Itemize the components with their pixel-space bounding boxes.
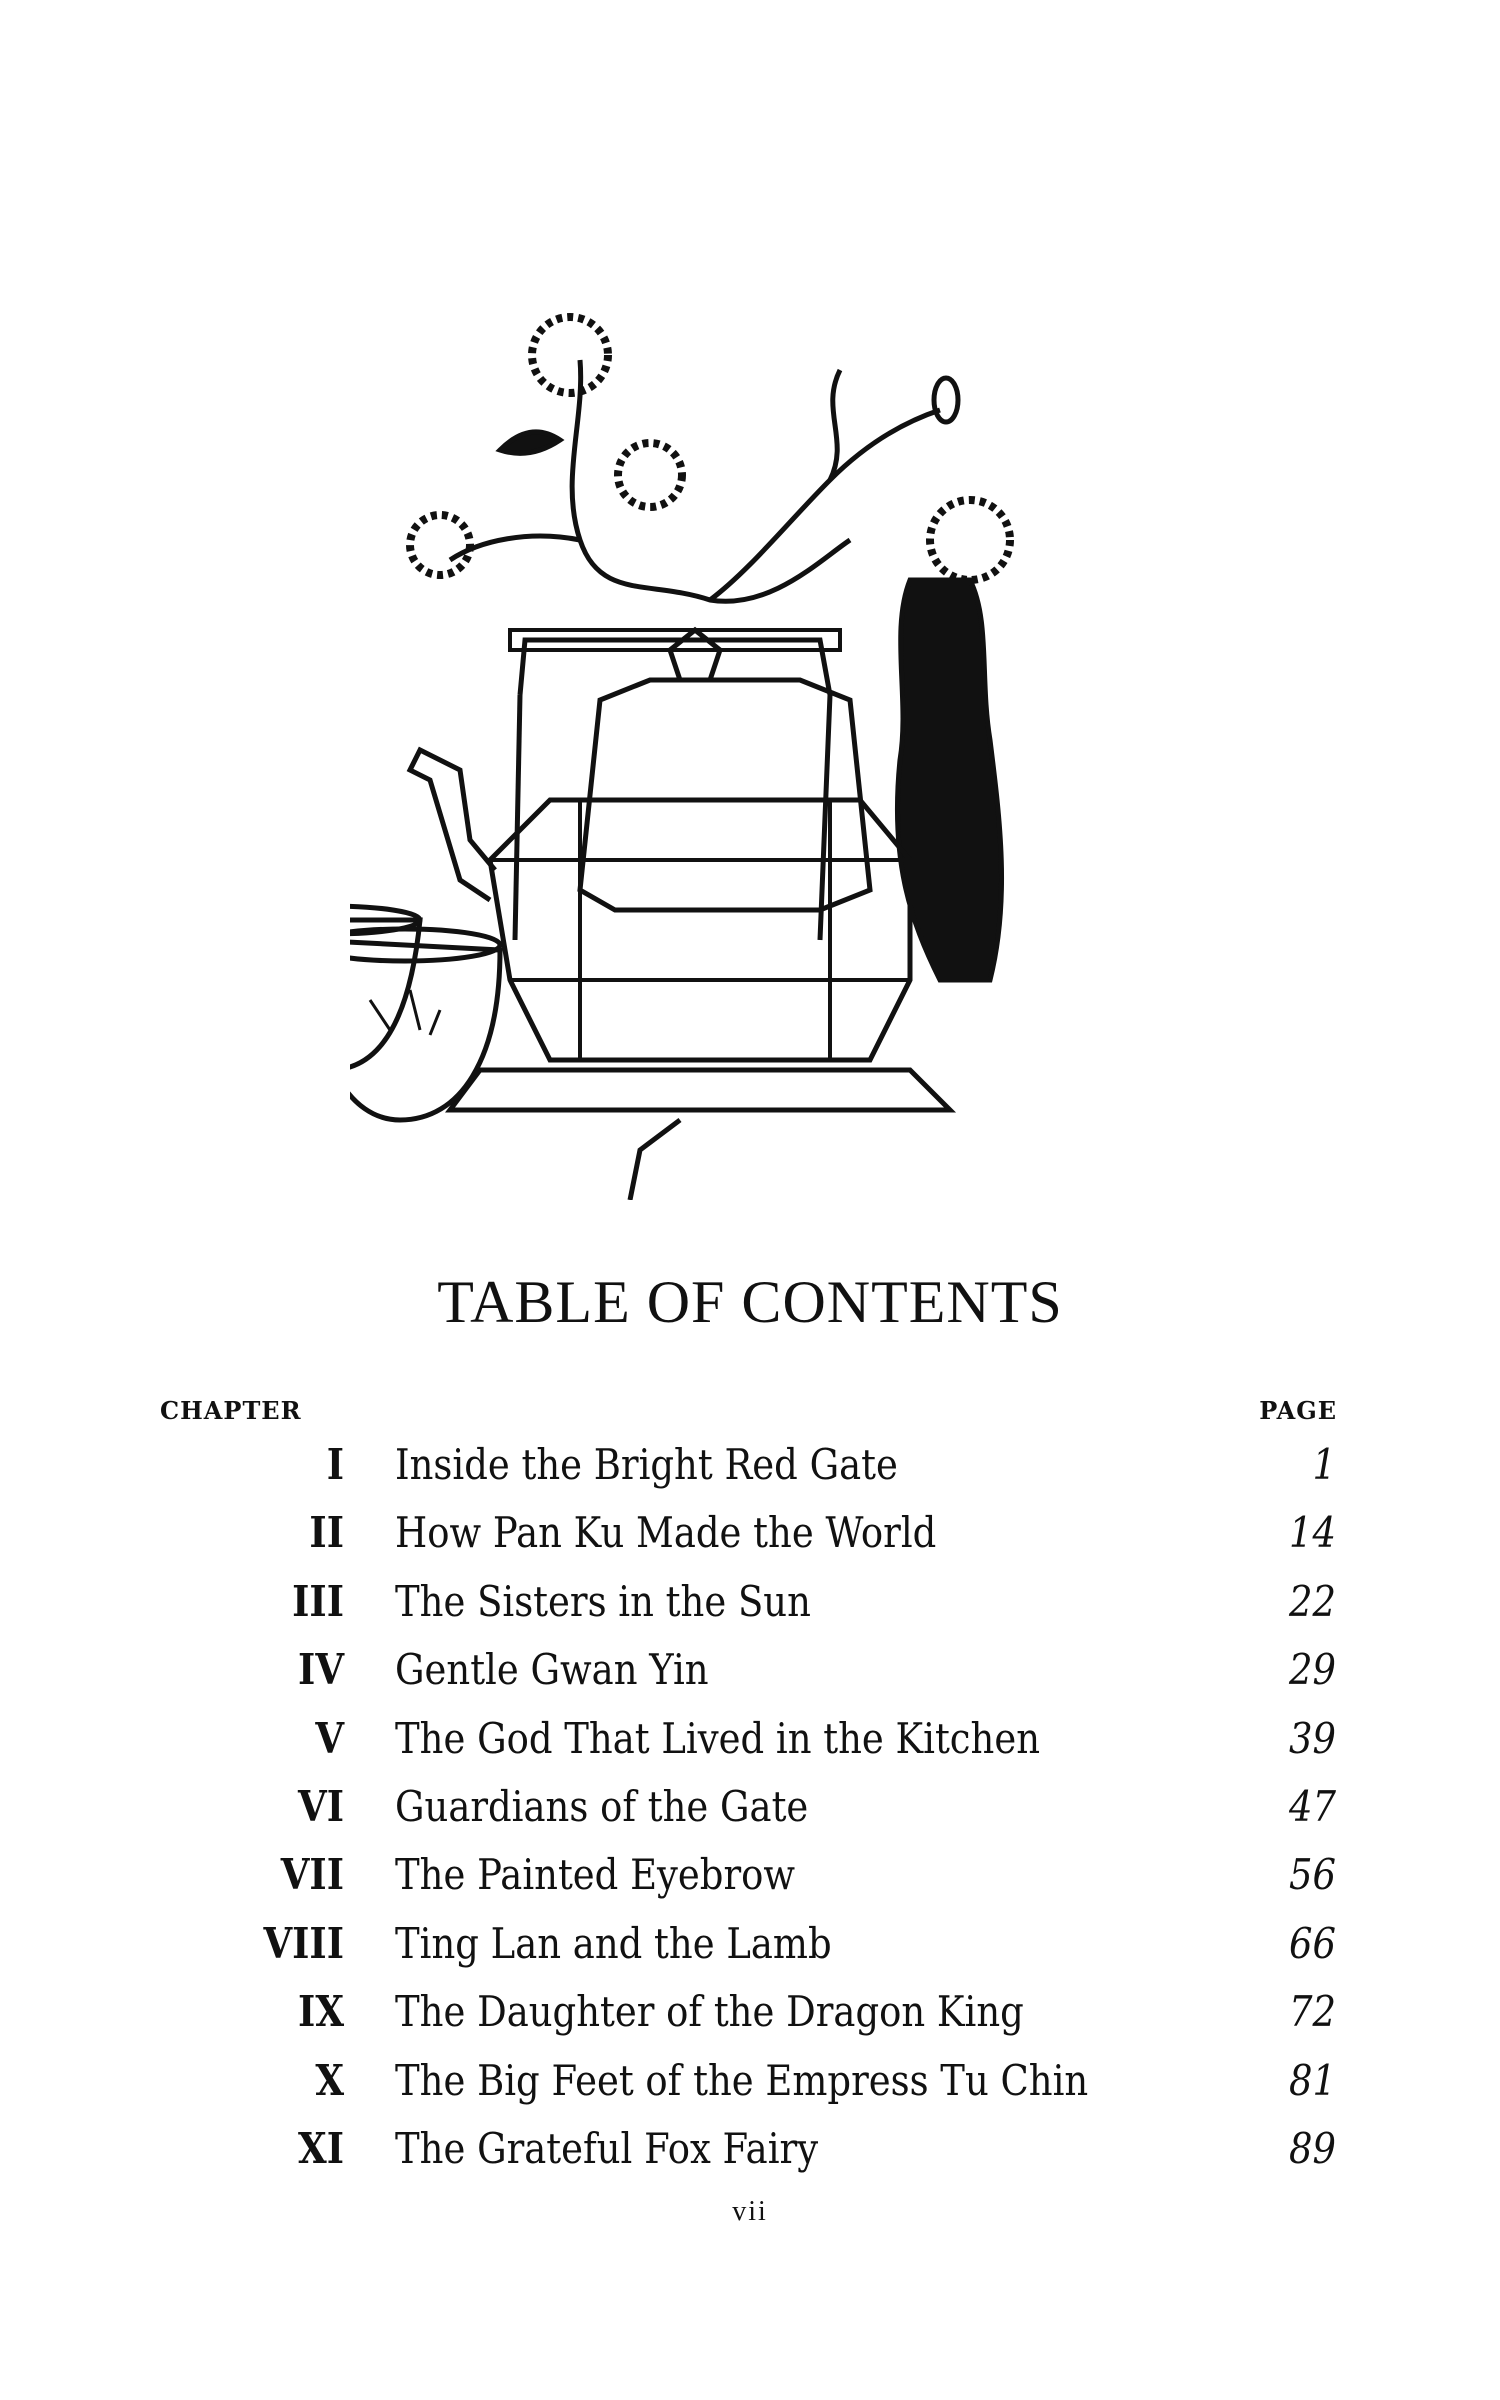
chapter-page: 22 — [1288, 1576, 1336, 1626]
page-number: vii — [732, 2196, 768, 2227]
toc-entry — [0, 1919, 1500, 1979]
chapter-page: 29 — [1288, 1645, 1336, 1695]
chapter-title: The Big Feet of the Empress Tu Chin — [394, 2055, 1089, 2105]
chapter-page: 39 — [1288, 1713, 1336, 1763]
teapot — [410, 630, 950, 1200]
chapter-page: 89 — [1288, 2124, 1336, 2173]
toc-entry — [0, 2124, 1500, 2184]
chapter-page: 72 — [1288, 1987, 1336, 2037]
toc-entry — [0, 1577, 1500, 1637]
toc-entry — [0, 1987, 1500, 2047]
chapter-page: 81 — [1288, 2055, 1336, 2105]
teapot-illustration — [350, 300, 1150, 1200]
toc-entry — [0, 1440, 1500, 1500]
chapter-title: Gentle Gwan Yin — [394, 1645, 709, 1695]
page-title: TABLE OF CONTENTS — [437, 1269, 1063, 1335]
toc-entry — [0, 2056, 1500, 2116]
teacups — [350, 906, 500, 1120]
chapter-page: 47 — [1288, 1782, 1336, 1831]
toc-entry — [0, 1645, 1500, 1705]
chapter-number: XI — [298, 2124, 344, 2173]
toc-entry — [0, 1850, 1500, 1910]
chapter-page: 66 — [1288, 1918, 1336, 1968]
chapter-title: The Sisters in the Sun — [394, 1576, 811, 1626]
chapter-column-header: CHAPTER — [160, 1396, 302, 1425]
chapter-title: The Grateful Fox Fairy — [394, 2124, 819, 2173]
chapter-page: 56 — [1288, 1850, 1336, 1900]
chapter-number: VII — [280, 1850, 344, 1900]
chapter-number: I — [326, 1440, 344, 1489]
chapter-number: III — [292, 1576, 344, 1626]
chapter-number: IV — [298, 1645, 344, 1695]
chapter-number: II — [309, 1508, 344, 1558]
chapter-page: 1 — [1312, 1440, 1336, 1489]
chapter-title: How Pan Ku Made the World — [394, 1508, 937, 1558]
toc-entry — [0, 1508, 1500, 1568]
chapter-title: Ting Lan and the Lamb — [394, 1918, 832, 1968]
toc-entry — [0, 1714, 1500, 1774]
chapter-number: VIII — [263, 1918, 344, 1968]
chapter-title: Inside the Bright Red Gate — [394, 1440, 898, 1489]
chapter-number: V — [315, 1713, 344, 1763]
chapter-title: The Painted Eyebrow — [394, 1850, 796, 1900]
chapter-number: VI — [298, 1782, 344, 1831]
chapter-number: X — [315, 2055, 344, 2105]
page-column-header: PAGE — [1259, 1396, 1337, 1425]
chapter-title: Guardians of the Gate — [394, 1782, 809, 1831]
chapter-page: 14 — [1288, 1508, 1336, 1558]
toc-entry — [0, 1782, 1500, 1842]
chapter-number: IX — [298, 1987, 344, 2037]
chapter-title: The God That Lived in the Kitchen — [394, 1713, 1040, 1763]
chapter-title: The Daughter of the Dragon King — [394, 1987, 1024, 2037]
